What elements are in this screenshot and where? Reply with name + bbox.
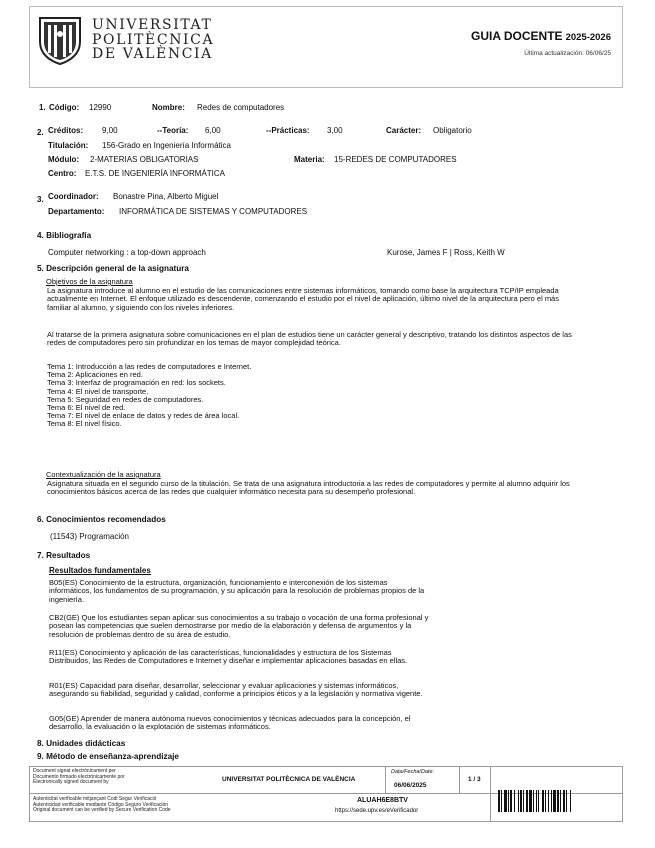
practice-label: --Prácticas:	[266, 126, 310, 135]
verification-url[interactable]: https://sede.upv.es/eVerificador	[335, 808, 419, 814]
upv-shield-logo-icon	[36, 14, 84, 66]
code-value: 12990	[89, 103, 112, 112]
coordinator-label: Coordinador:	[48, 192, 99, 201]
subject-label: Materia:	[294, 155, 325, 164]
department-label: Departamento:	[48, 207, 105, 216]
s5-title: 5. Descripción general de la asignatura	[37, 264, 189, 273]
module-label: Módulo:	[48, 155, 80, 164]
context-paragraph: Asignatura situada en el segundo curso de la titulación. Se trata de una asignatura introductoria a las redes de computadores y permite al alumno adquirir los conocimientos básicos acerca de las redes que cualquier informático necesita para su desempeño profesional.	[47, 479, 570, 497]
date-label: Data/Fecha/Date:	[391, 769, 435, 775]
page-number: 1 / 3	[468, 776, 481, 783]
signed-line: Documento firmado electrónicamente por	[33, 773, 125, 780]
result-item: R01(ES) Capacidad para diseñar, desarrollar, seleccionar y evaluar aplicaciones y sistemas informáticos, asegurando su fiabilidad, seguridad y calidad, conforme a principios éticos y a la legislación y normativa vigente.	[49, 681, 423, 699]
character-label: Carácter:	[386, 126, 422, 135]
university-name	[92, 18, 214, 62]
s8-title: 8. Unidades didácticas	[37, 739, 126, 748]
list-item: Tema 2: Aplicaciones en red.	[47, 370, 143, 380]
list-item: Tema 7: El nivel de enlace de datos y redes de área local.	[47, 411, 240, 421]
s4-title: 4. Bibliografía	[37, 231, 92, 240]
recommended-course: (11543) Programación	[50, 532, 130, 541]
name-value: Redes de computadores	[197, 103, 285, 112]
result-item: CB2(GE) Que los estudiantes sepan aplicar sus conocimientos a su trabajo o vocación de una forma profesional y posean las competencias que suelen demostrarse por medio de la elaboración y defensa de argumentos y la resolución de problemas dentro de su área de estudio.	[49, 613, 429, 639]
title-text: GUIA DOCENTE	[471, 29, 563, 43]
university-line-2: POLITÈCNICA	[92, 31, 215, 48]
list-item: Tema 3: Interfaz de programación en red: los sockets.	[47, 378, 226, 388]
department-value: INFORMÁTICA DE SISTEMAS Y COMPUTADORES	[119, 207, 308, 216]
code-label: Código:	[49, 103, 80, 112]
s3-number: 3.	[37, 195, 44, 204]
s7-title: 7. Resultados	[37, 551, 91, 560]
objectives-paragraph-2: Al tratarse de la primera asignatura sobre comunicaciones en el plan de estudios tiene un carácter general y descriptivo, tratando los distintos aspectos de las redes de computadores pero sin profundizar en los temas de mayor complejidad teórica.	[47, 330, 572, 348]
verification-line: Autenticidad verificable mediante Código Seguro Verificación	[33, 801, 169, 808]
module-value: 2-MATERIAS OBLIGATORIAS	[90, 155, 199, 164]
signed-by-text	[33, 769, 125, 786]
s6-title: 6. Conocimientos recomendados	[37, 515, 166, 524]
degree-label: Titulación:	[48, 141, 89, 150]
coordinator-value: Bonastre Pina, Alberto Miguel	[113, 192, 219, 201]
list-item: Tema 5: Seguridad en redes de computadores.	[47, 394, 204, 404]
topic-list	[47, 363, 251, 429]
list-item: Tema 8: El nivel físico.	[47, 419, 122, 429]
list-item: Tema 4: El nivel de transporte.	[47, 386, 149, 396]
academic-year: 2025-2026	[565, 32, 611, 43]
bibliography-authors: Kurose, James F | Ross, Keith W	[387, 248, 505, 257]
signed-line: Electronically signed document by	[33, 779, 109, 786]
credits-label: Créditos:	[48, 126, 84, 135]
university-line-3: DE VALÈNCIA	[92, 46, 213, 62]
credits-value: 9,00	[102, 126, 118, 135]
verification-code: ALUAH6E8BTV	[357, 797, 408, 804]
name-label: Nombre:	[152, 103, 185, 112]
centre-value: E.T.S. DE INGENIERÍA INFORMÁTICA	[85, 169, 226, 178]
result-item: B05(ES) Conocimiento de la estructura, organización, funcionamiento e interconexión de los sistemas informáticos, los fundamentos de su programación, y su aplicación para la resolución de problemas propios de la ingeniería.	[49, 578, 425, 604]
barcode-icon	[498, 790, 612, 812]
subject-value: 15-REDES DE COMPUTADORES	[334, 155, 457, 164]
s9-title: 9. Método de enseñanza-aprendizaje	[37, 752, 179, 761]
signer-name: UNIVERSITAT POLITÈCNICA DE VALÈNCIA	[222, 776, 356, 783]
signed-line: Document signat electrònicament per	[33, 768, 116, 774]
centre-label: Centro:	[48, 169, 77, 178]
character-value: Obligatorio	[433, 126, 472, 135]
s1-number: 1.	[39, 103, 46, 112]
s2-number: 2.	[37, 128, 44, 137]
degree-value: 156-Grado en Ingeniería Informática	[102, 141, 231, 150]
theory-label: --Teoría:	[157, 126, 189, 135]
objectives-paragraph-1: La asignatura introduce al alumno en el estudio de las comunicaciones entre sistemas informáticos, tomando como base la arquitectura TCP/IP empleada actualmente en Internet. El enfoque utilizado es descendente, comenzando el estudio por el nivel de aplicación, último nivel de la arquitectura pero el más familiar al alumno, y siguiendo con los niveles inferiores.	[47, 286, 559, 312]
verification-line: Autenticitat verificable mitjançant Codi Segur Verificació	[33, 796, 157, 802]
university-line-1: UNIVERSITAT	[92, 17, 213, 33]
last-update: Última actualización: 06/06/25	[524, 50, 611, 57]
bibliography-book: Computer networking : a top-down approach	[48, 248, 206, 257]
result-item: R11(ES) Conocimiento y aplicación de las características, funcionalidades y estructura de los Sistemas Distribuidos, las Redes de Computadores e Internet y diseñar e implementar aplicaciones basadas en ellas.	[49, 648, 408, 666]
result-item: G05(GE) Aprender de manera autónoma nuevos conocimientos y técnicas adecuados para la concepción, el desarrollo, la evaluación o la explotación de sistemas informáticos.	[49, 714, 411, 732]
practice-value: 3,00	[327, 126, 343, 135]
list-item: Tema 1: Introducción a las redes de computadores e Internet.	[47, 362, 252, 371]
results-subtitle: Resultados fundamentales	[49, 566, 151, 575]
theory-value: 6,00	[205, 126, 221, 135]
verification-line: Original document can be verified by Secure Verification Code	[33, 807, 171, 814]
objectives-title: Objetivos de la asignatura	[46, 277, 133, 286]
list-item: Tema 6: El nivel de red.	[47, 403, 126, 413]
document-title	[471, 29, 611, 43]
signature-date: 06/06/2025	[394, 782, 427, 789]
context-title: Contextualización de la asignatura	[46, 470, 161, 479]
verification-text	[33, 797, 171, 814]
